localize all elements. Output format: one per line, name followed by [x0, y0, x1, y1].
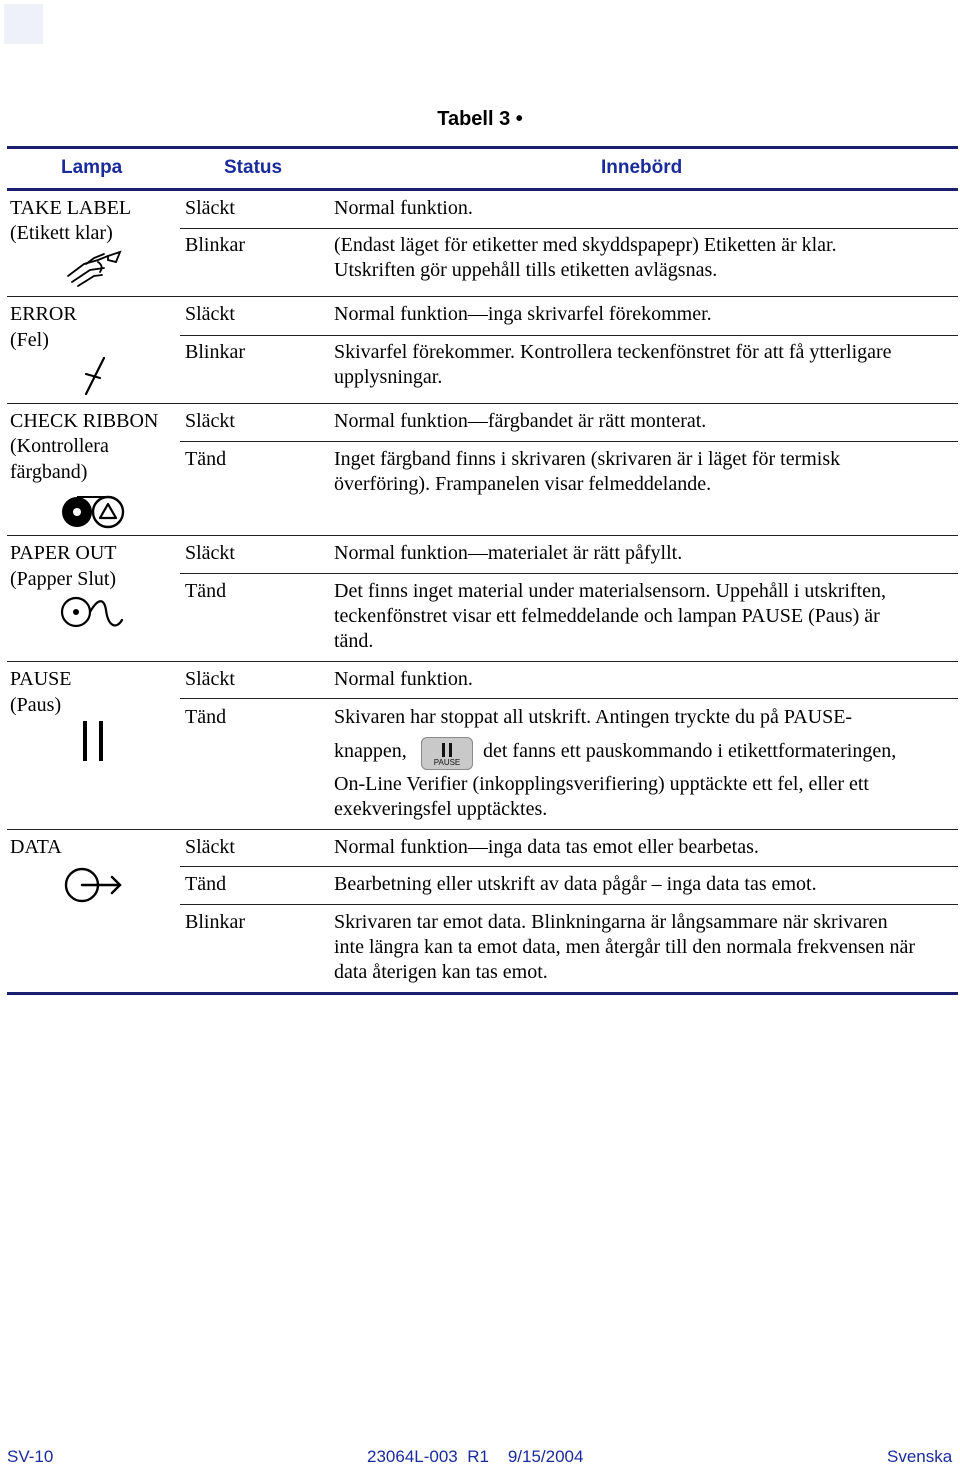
- ribbon-reel-icon: [60, 492, 128, 530]
- status-label: Tänd: [185, 873, 227, 895]
- pause-bars-icon: [80, 719, 108, 763]
- error-slash-icon: [80, 354, 110, 398]
- meaning-text: Normal funktion.: [334, 668, 473, 690]
- lamp-subtitle: (Fel): [10, 329, 49, 351]
- meaning-text: upplysningar.: [334, 366, 443, 388]
- meaning-text: Det finns inget material under materialsensorn. Uppehåll i utskriften,: [334, 580, 887, 602]
- status-label: Tänd: [185, 706, 227, 728]
- lamp-name: PAUSE: [10, 668, 72, 690]
- pause-key-image: [421, 737, 473, 770]
- status-label: Blinkar: [185, 234, 245, 256]
- meaning-text: (Endast läget för etiketter med skyddspapepr) Etiketten är klar.: [334, 234, 837, 256]
- meaning-text: Normal funktion.: [334, 197, 473, 219]
- lamp-subtitle: (Kontrollera: [10, 435, 109, 457]
- meaning-text: Inget färgband finns i skrivaren (skrivaren är i läget för termisk: [334, 448, 841, 470]
- status-label: Blinkar: [185, 341, 245, 363]
- meaning-text: data återigen kan tas emot.: [334, 961, 548, 983]
- pause-key-label: PAUSE: [433, 758, 461, 767]
- group-separator: [7, 661, 958, 662]
- table-title: Tabell 3 •: [437, 108, 523, 130]
- group-separator: [7, 296, 958, 297]
- header-innebord: Innebörd: [601, 157, 683, 178]
- meaning-text: Skrivaren tar emot data. Blinkningarna är långsammare när skrivaren: [334, 911, 888, 933]
- lamp-name: CHECK RIBBON: [10, 410, 159, 432]
- footer-lang: Svenska: [887, 1447, 953, 1466]
- meaning-text: det fanns ett pauskommando i etikettformateringen,: [483, 740, 897, 762]
- meaning-text: On-Line Verifier (inkopplingsverifiering) upptäckte ett fel, eller ett: [334, 773, 869, 795]
- header-rule: [7, 188, 958, 191]
- row-separator: [180, 866, 958, 867]
- status-label: Släckt: [185, 836, 235, 858]
- meaning-text: Normal funktion—inga skrivarfel förekommer.: [334, 303, 712, 325]
- status-label: Släckt: [185, 542, 235, 564]
- meaning-text: Normal funktion—materialet är rätt påfyllt.: [334, 542, 683, 564]
- meaning-text: Bearbetning eller utskrift av data pågår – inga data tas emot.: [334, 873, 817, 895]
- corner-tab: [4, 4, 43, 44]
- header-status: Status: [224, 157, 283, 178]
- row-separator: [180, 441, 958, 442]
- top-rule: [7, 146, 958, 149]
- status-label: Tänd: [185, 580, 227, 602]
- status-label: Släckt: [185, 410, 235, 432]
- meaning-text: överföring). Frampanelen visar felmeddelande.: [334, 473, 712, 495]
- meaning-text: inte längra kan ta emot data, men återgår till den normala frekvensen när: [334, 936, 916, 958]
- meaning-text: Normal funktion—färgbandet är rätt monterat.: [334, 410, 707, 432]
- meaning-text: Skivarfel förekommer. Kontrollera teckenfönstret för att få ytterligare: [334, 341, 892, 363]
- take-label-hand-icon: [64, 248, 126, 288]
- row-separator: [180, 698, 958, 699]
- lamp-name: ERROR: [10, 303, 77, 325]
- paper-roll-icon: [58, 592, 130, 636]
- row-separator: [180, 904, 958, 905]
- meaning-text: exekveringsfel upptäcktes.: [334, 798, 548, 820]
- meaning-text: Normal funktion—inga data tas emot eller bearbetas.: [334, 836, 759, 858]
- bottom-rule: [7, 992, 958, 995]
- row-separator: [180, 573, 958, 574]
- lamp-subtitle: (Paus): [10, 694, 62, 716]
- data-arrow-icon: [62, 862, 126, 908]
- meaning-text: knappen,: [334, 740, 407, 762]
- header-lampa: Lampa: [61, 157, 123, 178]
- lamp-name: DATA: [10, 836, 62, 858]
- status-label: Blinkar: [185, 911, 245, 933]
- footer-doc: 23064L-003 R1 9/15/2004: [367, 1447, 584, 1466]
- lamp-subtitle: (Papper Slut): [10, 568, 117, 590]
- row-separator: [180, 228, 958, 229]
- meaning-text: teckenfönstret visar ett felmeddelande och lampan PAUSE (Paus) är: [334, 605, 880, 627]
- group-separator: [7, 535, 958, 536]
- group-separator: [7, 829, 958, 830]
- lamp-name: TAKE LABEL: [10, 197, 132, 219]
- meaning-text: Utskriften gör uppehåll tills etiketten avlägsnas.: [334, 259, 718, 281]
- status-label: Släckt: [185, 668, 235, 690]
- meaning-text: Skivaren har stoppat all utskrift. Antingen tryckte du på PAUSE-: [334, 706, 853, 728]
- footer-page: SV-10: [7, 1447, 54, 1466]
- status-label: Släckt: [185, 303, 235, 325]
- group-separator: [7, 403, 958, 404]
- meaning-text: tänd.: [334, 630, 374, 652]
- status-label: Släckt: [185, 197, 235, 219]
- lamp-subtitle: (Etikett klar): [10, 222, 113, 244]
- pause-key-bars-icon: [440, 743, 454, 757]
- lamp-subtitle: färgband): [10, 461, 88, 483]
- lamp-name: PAPER OUT: [10, 542, 117, 564]
- status-label: Tänd: [185, 448, 227, 470]
- row-separator: [180, 335, 958, 336]
